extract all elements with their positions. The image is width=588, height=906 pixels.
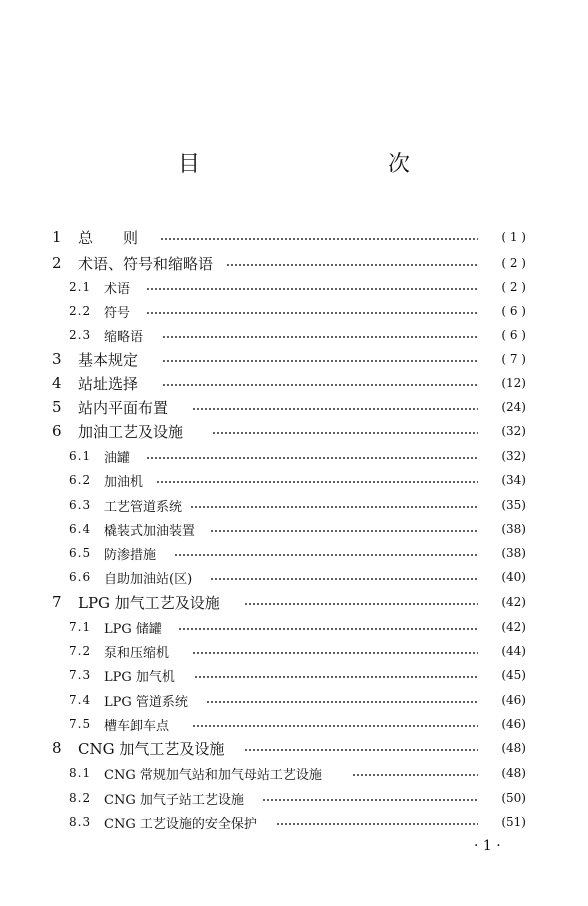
toc-number: 7.3: [69, 668, 92, 682]
toc-number: 6: [52, 422, 62, 440]
toc-page: (42): [501, 595, 526, 609]
toc-entry[interactable]: [0, 541, 588, 565]
toc-title: 术语: [104, 281, 131, 297]
toc-number: 8: [52, 739, 62, 757]
toc-entry[interactable]: [0, 468, 588, 492]
toc-entry[interactable]: [0, 225, 588, 249]
toc-title: 缩略语: [104, 329, 144, 345]
page-number: · 1 ·: [474, 838, 501, 854]
toc-page: (44): [501, 644, 526, 658]
toc-entry[interactable]: [0, 761, 588, 785]
toc-number: 6.6: [69, 570, 92, 584]
toc-page: ( 2 ): [501, 280, 526, 294]
toc-entry[interactable]: [0, 371, 588, 395]
toc-entry[interactable]: [0, 493, 588, 517]
dot-leader: [190, 506, 478, 508]
toc-title: 总 则: [78, 228, 139, 247]
toc-page: (24): [501, 400, 526, 414]
dot-leader: [146, 312, 478, 314]
toc-page: (34): [501, 473, 526, 487]
dot-leader: [210, 530, 478, 532]
toc-page: ( 6 ): [501, 304, 526, 318]
toc-number: 8.2: [69, 791, 92, 805]
dot-leader: [162, 336, 478, 338]
toc-page: (38): [501, 546, 526, 560]
toc-number: 6.3: [69, 498, 92, 512]
toc-number: 2.2: [69, 304, 92, 318]
toc-page: (46): [501, 717, 526, 731]
toc-entry[interactable]: [0, 688, 588, 712]
toc-entry[interactable]: [0, 275, 588, 299]
toc-title: 泵和压缩机: [104, 645, 170, 661]
toc-title: LPG 储罐: [104, 621, 162, 637]
dot-leader: [194, 676, 478, 678]
toc-entry[interactable]: [0, 299, 588, 323]
toc-title: 加油工艺及设施: [78, 422, 184, 441]
toc-page: (42): [501, 620, 526, 634]
toc-page: (38): [501, 522, 526, 536]
toc-page: (35): [501, 498, 526, 512]
toc-number: 6.2: [69, 473, 92, 487]
dot-leader: [226, 264, 478, 266]
dot-leader: [276, 823, 478, 825]
toc-title: 术语、符号和缩略语: [78, 254, 214, 273]
dot-leader: [192, 408, 478, 410]
dot-leader: [192, 652, 478, 654]
toc-title: 基本规定: [78, 350, 139, 369]
toc-title: 站内平面布置: [78, 398, 169, 417]
toc-title: 工艺管道系统: [104, 499, 183, 515]
dot-leader: [244, 749, 478, 751]
dot-leader: [156, 481, 478, 483]
toc-title: 橇装式加油装置: [104, 523, 196, 539]
toc-entry[interactable]: [0, 615, 588, 639]
toc-page: ( 1 ): [501, 230, 526, 244]
toc-title: 加油机: [104, 474, 144, 490]
toc-entry[interactable]: [0, 590, 588, 614]
dot-leader: [160, 238, 478, 240]
toc-page: (32): [501, 424, 526, 438]
toc-number: 2.1: [69, 280, 92, 294]
toc-title: CNG 加气子站工艺设施: [104, 792, 244, 808]
toc-title: 站址选择: [78, 374, 139, 393]
toc-entry[interactable]: [0, 736, 588, 760]
toc-number: 4: [52, 374, 62, 392]
toc-entry[interactable]: [0, 786, 588, 810]
toc-page: (48): [501, 741, 526, 755]
toc-entry[interactable]: [0, 639, 588, 663]
toc-number: 2: [52, 254, 62, 272]
toc-number: 7.1: [69, 620, 92, 634]
toc-page: (45): [501, 668, 526, 682]
toc-entry[interactable]: [0, 323, 588, 347]
toc-page: (50): [501, 791, 526, 805]
dot-leader: [146, 457, 478, 459]
toc-entry[interactable]: [0, 565, 588, 589]
dot-leader: [244, 603, 478, 605]
toc-page: (32): [501, 449, 526, 463]
toc-page: (40): [501, 570, 526, 584]
dot-leader: [178, 628, 478, 630]
dot-leader: [162, 384, 478, 386]
toc-entry[interactable]: [0, 251, 588, 275]
toc-page: ( 6 ): [501, 328, 526, 342]
dot-leader: [162, 360, 478, 362]
toc-entry[interactable]: [0, 712, 588, 736]
toc-title: CNG 工艺设施的安全保护: [104, 816, 257, 832]
toc-number: 7.4: [69, 693, 92, 707]
toc-number: 6.1: [69, 449, 92, 463]
toc-entry[interactable]: [0, 810, 588, 834]
page-title: 目 次: [177, 152, 458, 177]
dot-leader: [262, 799, 478, 801]
toc-page: (46): [501, 693, 526, 707]
toc-page: (12): [501, 376, 526, 390]
dot-leader: [206, 701, 478, 703]
toc-number: 2.3: [69, 328, 92, 342]
dot-leader: [212, 432, 478, 434]
toc-page: ( 7 ): [501, 352, 526, 366]
toc-page: (48): [501, 766, 526, 780]
toc-title: 油罐: [104, 450, 131, 466]
toc-number: 5: [52, 398, 62, 416]
toc-number: 7: [52, 593, 62, 611]
toc-title: 符号: [104, 305, 131, 321]
toc-title: 槽车卸车点: [104, 718, 170, 734]
dot-leader: [210, 578, 478, 580]
toc-title: LPG 管道系统: [104, 694, 188, 710]
toc-number: 8.3: [69, 815, 92, 829]
toc-entry[interactable]: [0, 419, 588, 443]
toc-title: LPG 加气工艺及设施: [78, 593, 220, 612]
toc-title: 防渗措施: [104, 547, 157, 563]
toc-number: 6.5: [69, 546, 92, 560]
toc-entry[interactable]: [0, 444, 588, 468]
toc-entry[interactable]: [0, 395, 588, 419]
dot-leader: [174, 554, 478, 556]
toc-title: 自助加油站(区): [104, 571, 193, 587]
toc-page: (51): [501, 815, 526, 829]
toc-title: CNG 常规加气站和加气母站工艺设施: [104, 767, 322, 783]
toc-number: 6.4: [69, 522, 92, 536]
toc-number: 7.2: [69, 644, 92, 658]
toc-title: CNG 加气工艺及设施: [78, 739, 225, 758]
dot-leader: [352, 774, 478, 776]
toc-number: 3: [52, 350, 62, 368]
toc-title: LPG 加气机: [104, 669, 175, 685]
toc-number: 1: [52, 228, 62, 246]
toc-page: ( 2 ): [501, 256, 526, 270]
toc-entry[interactable]: [0, 347, 588, 371]
toc-number: 8.1: [69, 766, 92, 780]
dot-leader: [192, 725, 478, 727]
toc-number: 7.5: [69, 717, 92, 731]
toc-entry[interactable]: [0, 517, 588, 541]
toc-entry[interactable]: [0, 663, 588, 687]
dot-leader: [146, 288, 478, 290]
